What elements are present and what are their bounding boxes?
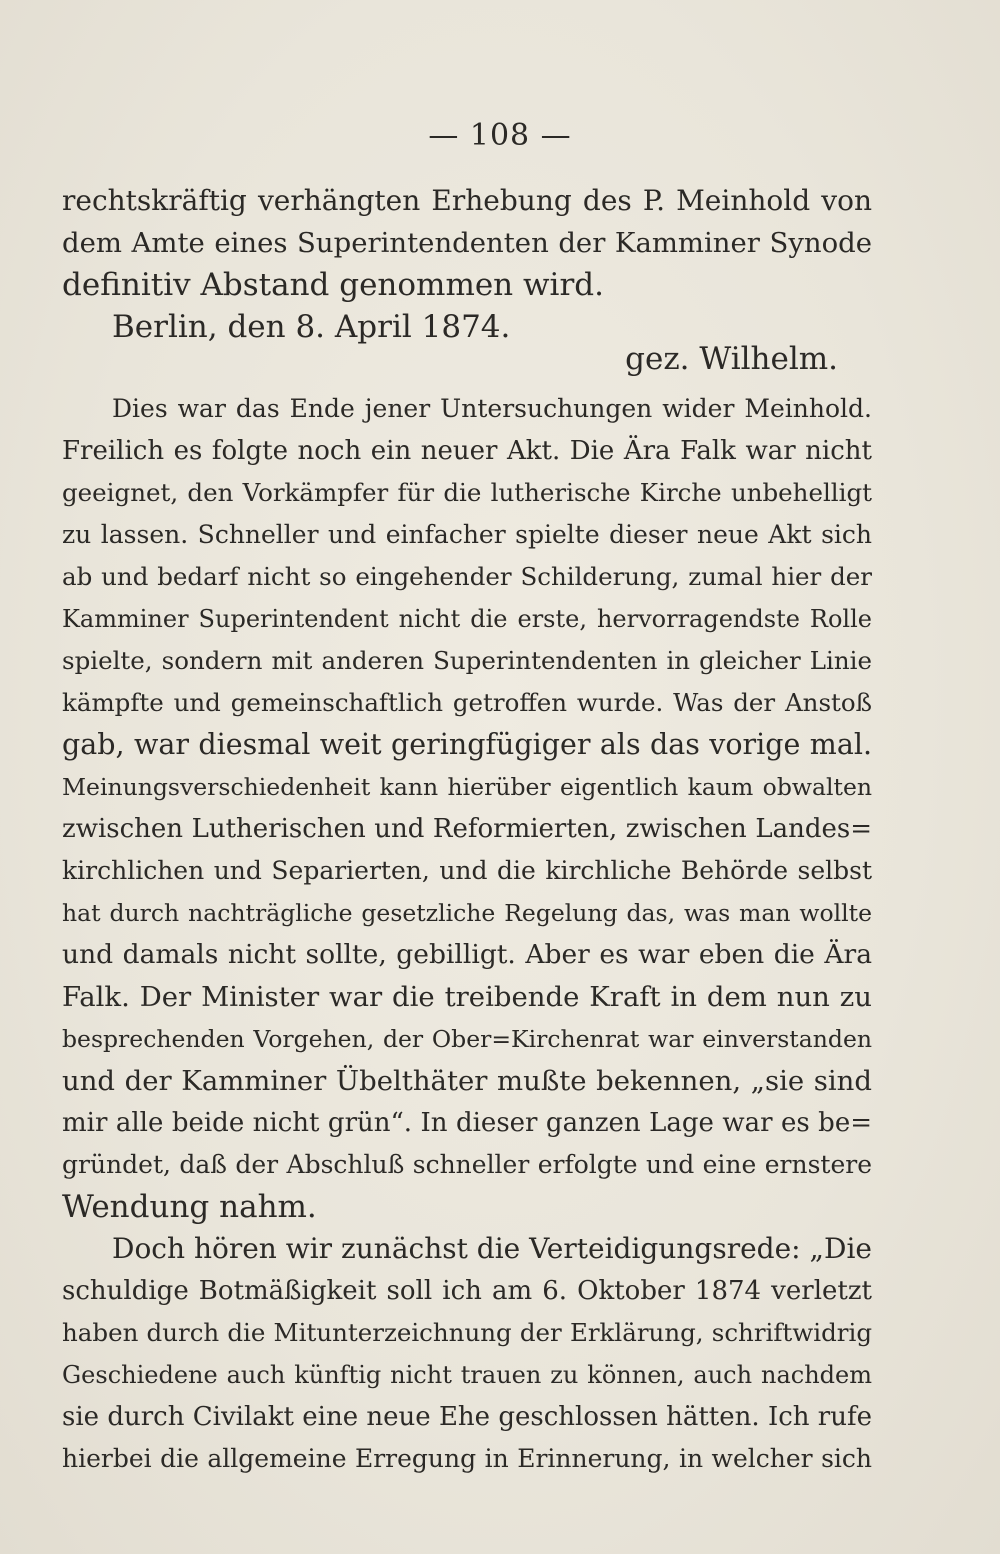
text-line: Meinungsverschiedenheit kann hierüber eigentlich kaum obwalten: [62, 773, 872, 801]
text-line: gab, war diesmal weit geringfügiger als das vorige mal.: [62, 728, 872, 761]
text-line: hat durch nachträgliche gesetzliche Regelung das, was man wollte: [62, 899, 872, 927]
text-line: definitiv Abstand genommen wird.: [62, 267, 604, 303]
text-line: geeignet, den Vorkämpfer für die lutherische Kirche unbehelligt: [62, 478, 872, 507]
text-line: Wendung nahm.: [62, 1189, 317, 1225]
text-line: zu lassen. Schneller und einfacher spielte dieser neue Akt sich: [62, 520, 872, 549]
text-line: Kamminer Superintendent nicht die erste, hervorragendste Rolle: [62, 605, 872, 633]
text-line: mir alle beide nicht grün“. In dieser ganzen Lage war es be=: [62, 1108, 872, 1138]
text-line: rechtskräftig verhängten Erhebung des P. Meinhold von: [62, 184, 872, 217]
text-line: gründet, daß der Abschluß schneller erfolgte und eine ernstere: [62, 1150, 872, 1179]
signature-line: gez. Wilhelm.: [625, 341, 838, 377]
text-line: Dies war das Ende jener Untersuchungen wider Meinhold.: [112, 394, 872, 423]
text-line: schuldige Botmäßigkeit soll ich am 6. Oktober 1874 verletzt: [62, 1276, 872, 1306]
text-line: haben durch die Mitunterzeichnung der Erklärung, schriftwidrig: [62, 1318, 872, 1347]
text-line: Falk. Der Minister war die treibende Kraft in dem nun zu: [62, 981, 872, 1013]
text-line: spielte, sondern mit anderen Superintendenten in gleicher Linie: [62, 646, 872, 675]
text-line: Doch hören wir zunächst die Verteidigungsrede: „Die: [112, 1232, 872, 1265]
text-line: und der Kamminer Übelthäter mußte bekennen, „sie sind: [62, 1065, 872, 1097]
text-line: Freilich es folgte noch ein neuer Akt. Die Ära Falk war nicht: [62, 436, 872, 466]
page-number: — 108 —: [428, 118, 572, 153]
text-line: und damals nicht sollte, gebilligt. Aber es war eben die Ära: [62, 939, 872, 970]
text-line: kirchlichen und Separierten, und die kirchliche Behörde selbst: [62, 856, 872, 885]
text-line: dem Amte eines Superintendenten der Kamminer Synode: [62, 227, 872, 259]
text-line: zwischen Lutherischen und Reformierten, zwischen Landes=: [62, 814, 872, 844]
text-line: besprechenden Vorgehen, der Ober=Kirchenrat war einverstanden: [62, 1025, 872, 1053]
date-line: Berlin, den 8. April 1874.: [112, 309, 511, 345]
text-line: Geschiedene auch künftig nicht trauen zu können, auch nachdem: [62, 1361, 872, 1389]
text-line: sie durch Civilakt eine neue Ehe geschlossen hätten. Ich rufe: [62, 1402, 872, 1432]
text-line: hierbei die allgemeine Erregung in Erinnerung, in welcher sich: [62, 1444, 872, 1473]
text-line: ab und bedarf nicht so eingehender Schilderung, zumal hier der: [62, 562, 872, 591]
text-line: kämpfte und gemeinschaftlich getroffen wurde. Was der Anstoß: [62, 688, 872, 717]
